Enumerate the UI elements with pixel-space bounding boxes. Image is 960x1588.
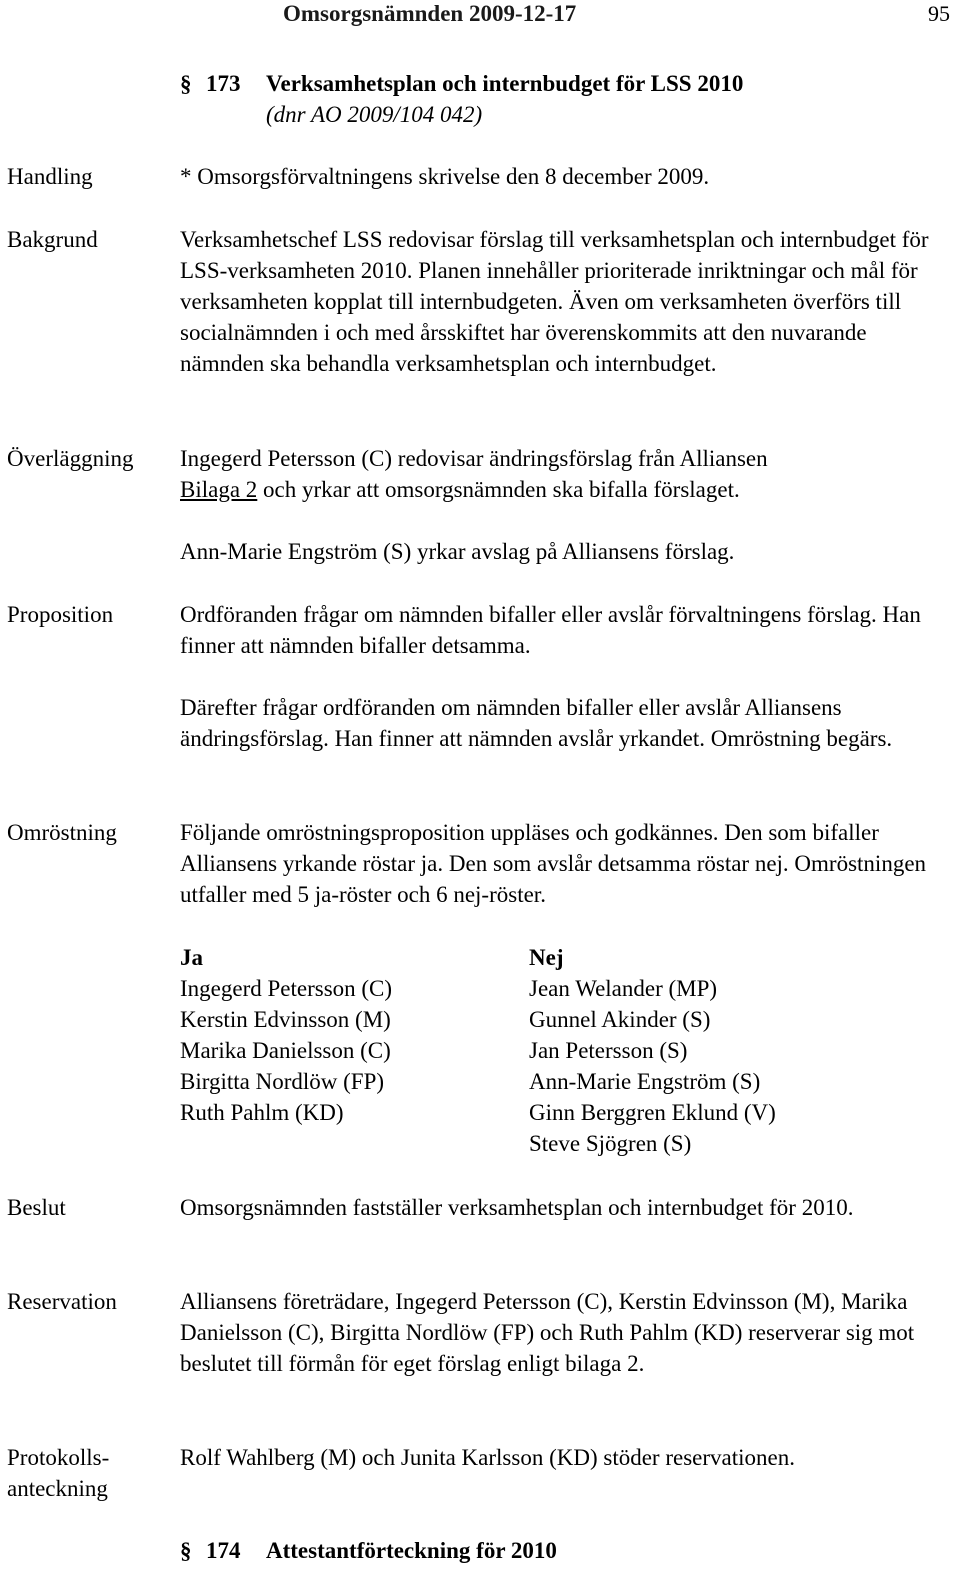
section-symbol: § [180,71,192,96]
reservation-label: Reservation [7,1289,117,1314]
ja-header: Ja [180,945,203,970]
nej-voter: Jean Welander (MP) [529,976,718,1001]
omrostning-label: Omröstning [7,820,117,845]
nej-voter: Ginn Berggren Eklund (V) [529,1100,776,1125]
nej-voter: Jan Petersson (S) [529,1038,688,1063]
protokollsanteckning-label-line-1: Protokolls- [7,1445,110,1470]
ja-votes-column [180,942,392,1128]
nej-voter: Steve Sjögren (S) [529,1131,692,1156]
overlaggning-label: Överläggning [7,446,134,471]
overlaggning-p1-text: Ingegerd Petersson (C) redovisar ändringsförslag från Alliansen [180,446,768,471]
overlaggning-text [180,443,950,567]
omrostning-text: Följande omröstningsproposition uppläses och godkännes. Den som bifaller Alliansens yrkande röstar ja. Den som avslår detsamma röstar nej. Omröstningen utfaller med 5 ja-röster och 6 nej-röster. [180,820,927,907]
proposition-label: Proposition [7,602,114,627]
section-symbol: § [180,1538,192,1563]
diarienummer: (dnr AO 2009/104 042) [266,102,483,127]
ja-voter: Ingegerd Petersson (C) [180,976,393,1001]
page-header [0,0,960,30]
bakgrund-label: Bakgrund [7,227,98,252]
reservation-text: Alliansens företrädare, Ingegerd Petersson (C), Kerstin Edvinsson (M), Marika Danielsson (C), Birgitta Nordlöw (FP) och Ruth Pahlm (KD) reserverar sig mot beslutet till förmån för eget förslag enligt bilaga 2. [180,1289,915,1376]
header-title: Omsorgsnämnden 2009-12-17 [283,1,577,26]
handling-text: * Omsorgsförvaltningens skrivelse den 8 december 2009. [180,164,710,189]
overlaggning-p1-tail: och yrkar att omsorgsnämnden ska bifalla förslaget. [257,477,740,502]
ja-voter: Ruth Pahlm (KD) [180,1100,344,1125]
ja-voter: Marika Danielsson (C) [180,1038,391,1063]
nej-header: Nej [529,945,564,970]
proposition-paragraph-2: Därefter frågar ordföranden om nämnden bifaller eller avslår Alliansens ändringsförslag. Han finner att nämnden avslår yrkandet. Omröstning begärs. [180,695,893,751]
overlaggning-paragraph-2: Ann-Marie Engström (S) yrkar avslag på Alliansens förslag. [180,539,735,564]
protokollsanteckning-text: Rolf Wahlberg (M) och Junita Karlsson (KD) stöder reservationen. [180,1445,795,1470]
beslut-label: Beslut [7,1195,66,1220]
beslut-text: Omsorgsnämnden fastställer verksamhetsplan och internbudget för 2010. [180,1195,854,1220]
section-title: Attestantförteckning för 2010 [266,1538,557,1563]
section-174-heading [180,1535,557,1566]
overlaggning-paragraph-1 [180,443,950,505]
handling-label: Handling [7,164,93,189]
section-title: Verksamhetsplan och internbudget för LSS 2010 [266,71,744,96]
ja-voter: Birgitta Nordlöw (FP) [180,1069,385,1094]
protokollsanteckning-label [7,1442,172,1504]
nej-voter: Ann-Marie Engström (S) [529,1069,761,1094]
nej-voter: Gunnel Akinder (S) [529,1007,711,1032]
section-number: 174 [206,1538,241,1563]
bilaga-2-link[interactable]: Bilaga 2 [180,477,258,502]
proposition-paragraph-1: Ordföranden frågar om nämnden bifaller eller avslår förvaltningens förslag. Han finner att nämnden bifaller detsamma. [180,602,921,658]
nej-votes-column [529,942,776,1159]
ja-voter: Kerstin Edvinsson (M) [180,1007,391,1032]
proposition-text [180,599,950,754]
page-number: 95 [928,1,950,26]
section-173-heading [180,68,743,99]
protokollsanteckning-label-line-2: anteckning [7,1476,108,1501]
section-number: 173 [206,71,241,96]
bakgrund-text: Verksamhetschef LSS redovisar förslag till verksamhetsplan och internbudget för LSS-verksamheten 2010. Planen innehåller prioriterade inriktningar och mål för verksamheten kopplat till internbudgeten. Även om verksamheten överförs till socialnämnden i och med årsskiftet har överenskommits att den nuvarande nämnden ska behandla verksamhetsplan och internbudget. [180,227,929,376]
